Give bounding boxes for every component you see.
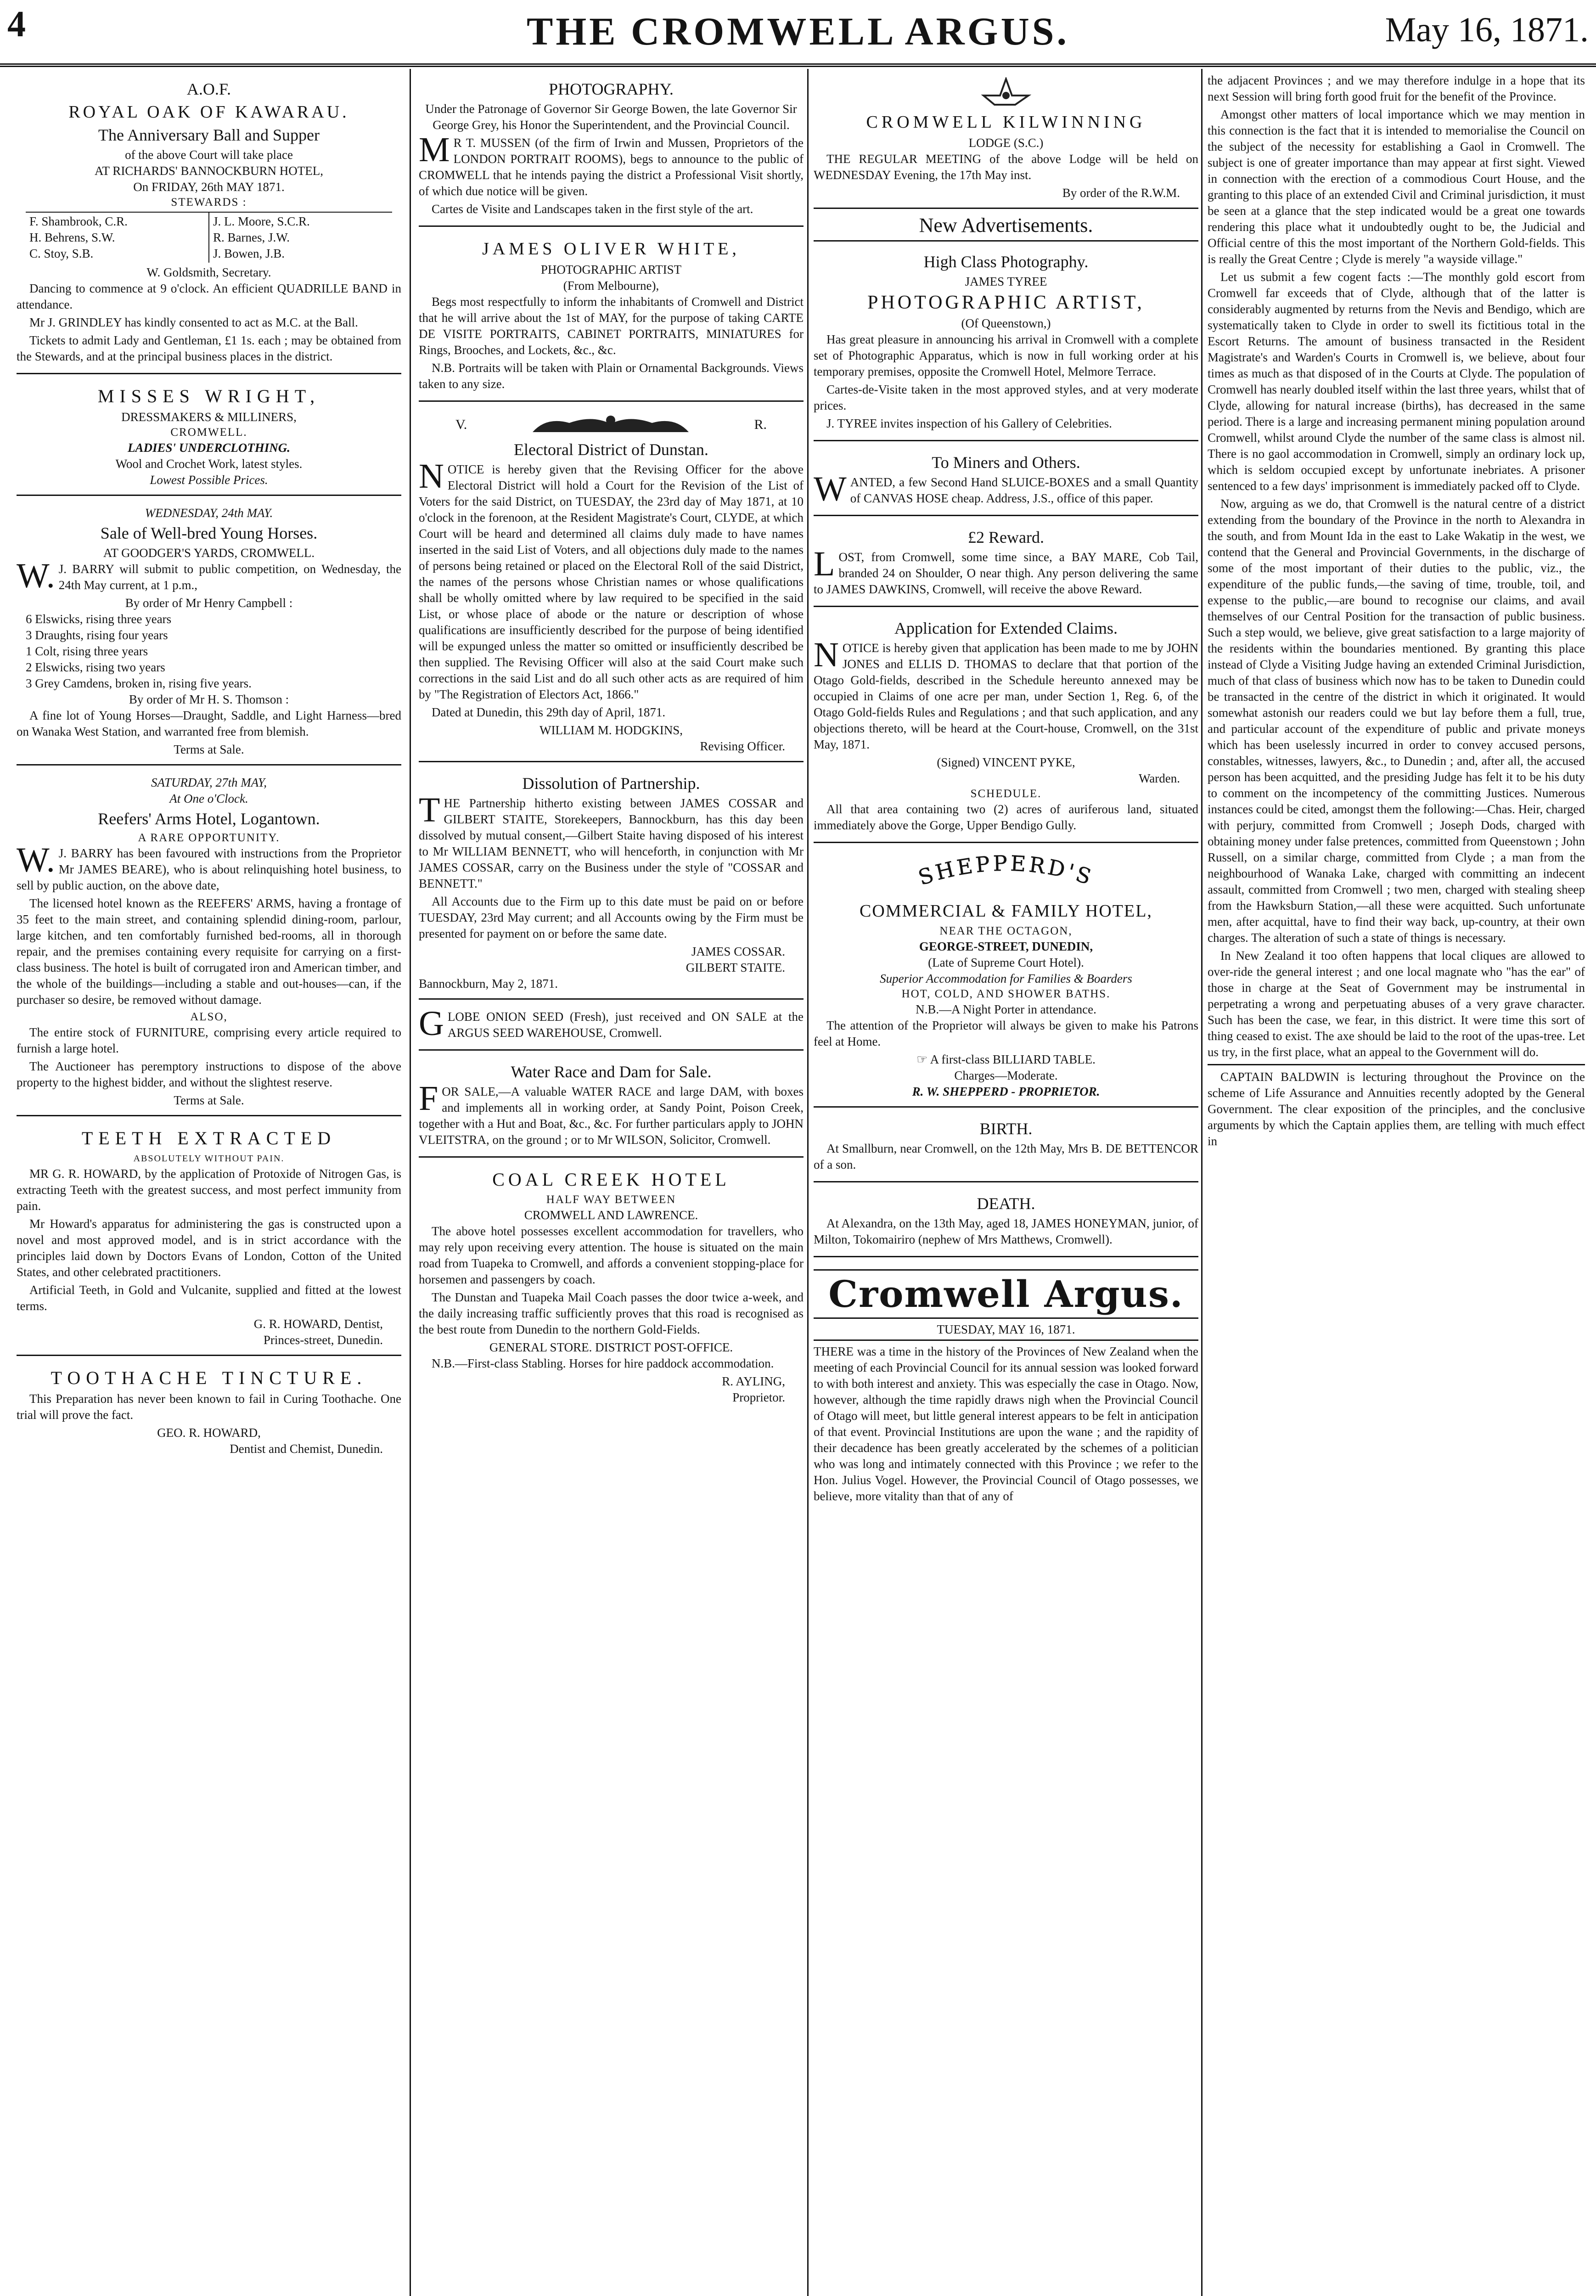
paragraph: LOST, from Cromwell, some time since, a BAY MARE, Cob Tail, branded 24 on Shoulder, O near thigh. Any person delivering the same to JAMES DAWKINS, Cromwell, will receive the above Reward. — [814, 545, 1198, 596]
death-title: DEATH. — [977, 1194, 1035, 1213]
list-item: 3 Draughts, rising four years — [26, 628, 168, 642]
dissolution-title: Dissolution of Partnership. — [522, 774, 700, 793]
misses-line: LADIES' UNDERCLOTHING. — [127, 441, 291, 455]
misses-line: CROMWELL. — [170, 426, 247, 439]
steward: F. Shambrook, C.R. — [29, 214, 128, 228]
teeth-subtitle: ABSOLUTELY WITHOUT PAIN. — [133, 1154, 285, 1164]
stewards-table — [26, 212, 392, 263]
white-line: PHOTOGRAPHIC ARTIST — [540, 263, 682, 276]
list-item: 1 Colt, rising three years — [26, 644, 148, 658]
shepperds-curved-title — [887, 852, 1125, 898]
horse-sale-title: Sale of Well-bred Young Horses. — [100, 524, 318, 542]
coal-line: HALF WAY BETWEEN — [546, 1193, 676, 1206]
paragraph: GLOBE ONION SEED (Fresh), just received and ON SALE at the ARGUS SEED WAREHOUSE, Cromwell. — [419, 1004, 804, 1043]
r-letter: R. — [754, 416, 767, 432]
paragraph: THERE was a time in the history of the Provinces of New Zealand when the meeting of each Provincial Council for its annual session was looked forward to with both interest and anxiety. This was especially the case in Otago. Now, however, although the time rapidly draws nigh when the Provincial Council of Otago will meet, but little general interest appears to be felt in anticipation of that event. Provincial Institutions are upon the wane ; and the rapidity of their decadence has been greatly accelerated by the schemes of a politician who was long and intimately connected with this Province ; we refer to the Hon. Julius Vogel. However, the Provincial Council of Otago possesses, we believe, more vitality than that of any of — [814, 1345, 1198, 1503]
paragraph: CAPTAIN BALDWIN is lecturing throughout the Province on the scheme of Life Assurance and Annuities recently adopted by the General Government. The clear exposition of the principles, and the conclusive arguments by which the Captain applies them, are telling with much effect in — [1208, 1070, 1585, 1148]
photography-title: PHOTOGRAPHY. — [549, 80, 674, 98]
toothache-tincture-ad — [17, 1361, 401, 1463]
paragraph: At Alexandra, on the 13th May, aged 18, JAMES HONEYMAN, junior, of Milton, Tokomairiro (nephew of Mrs Matthews, Cromwell). — [814, 1216, 1198, 1246]
signature: WILLIAM M. HODGKINS, — [539, 723, 683, 737]
signature: Proprietor. — [732, 1390, 785, 1404]
tyree-title: High Class Photography. — [923, 253, 1089, 271]
schedule-label: SCHEDULE. — [970, 788, 1042, 800]
paragraph: A fine lot of Young Horses—Draught, Saddle, and Light Harness—bred on Wanaka West Station, and warranted free from blemish. — [17, 709, 401, 738]
paragraph: Under the Patronage of Governor Sir George Bowen, the late Governor Sir George Grey, his Honor the Superintendent, and the Provincial Council. — [425, 102, 797, 132]
coal-creek-hotel-ad — [419, 1162, 804, 1412]
paragraph: The Auctioneer has peremptory instructions to dispose of the above property to the highest bidder, and without the slightest reserve. — [17, 1059, 401, 1089]
misses-line: Wool and Crochet Work, latest styles. — [115, 457, 303, 471]
paragraph: THE Partnership hitherto existing between JAMES COSSAR and GILBERT STAITE, Storekeepers, Bannockburn, has this day been dissolved by mutual consent,—Gilbert Staite having disposed of his interest to Mr WILLIAM BENNETT, who will henceforth, in conjunction with Mr JAMES COSSAR, carry on the Business under the style of "COSSAR and BENNETT." — [419, 791, 804, 890]
steward: R. Barnes, J.W. — [213, 231, 290, 244]
paragraph: Begs most respectfully to inform the inhabitants of Cromwell and District that he will arrive about the 1st of MAY, for the purpose of taking CARTE DE VISITE PORTRAITS, CABINET PORTRAITS, MINIATURES for Rings, Brooches, and Lockets, &c., &c. — [419, 295, 804, 357]
order-line: By order of Mr H. S. Thomson : — [129, 692, 289, 706]
paragraph: All Accounts due to the Firm up to this date must be paid on or before TUESDAY, 23rd May current; and all Accounts owing by the Firm must be presented for payment on or before the same date. — [419, 895, 804, 940]
misses-wright-ad — [17, 379, 401, 496]
paragraph: the adjacent Provinces ; and we may therefore indulge in a hope that its next Session will bring forth good fruit for the benefit of the Province. — [1208, 73, 1585, 103]
water-race-title: Water Race and Dam for Sale. — [511, 1063, 712, 1081]
reefers-arms-ad — [17, 770, 401, 1116]
terms: Terms at Sale. — [174, 1093, 244, 1107]
paragraph: NOTICE is hereby given that the Revising Officer for the above Electoral District will hold a Court for the Revision of the List of Voters for the said District, on TUESDAY, the 23rd day of May 1871, at 10 o'clock in the forenoon, at the Resident Magistrate's Court, CLYDE, at which Court will be heard and determined all claims duly made to have names inserted in the said List of Voters, and all objections duly made to the names of persons being retained or placed on the Electoral Roll of the said District, the names of the persons whose Christian names or whose qualifications shall be wholly omitted where by law required to be specified in the said List, or whose place of abode or the nature or description of whose qualifications are insufficiently described for the purpose of being identified will be expunged unless the matter so omitted or insufficiently described be then supplied. The Revising Officer will also at the said Court make such corrections in the said List and do all such other acts as are required of him by "The Registration of Electors Act, 1866." — [419, 457, 804, 701]
white-title: JAMES OLIVER WHITE, — [482, 239, 740, 259]
misses-line: DRESSMAKERS & MILLINERS, — [121, 410, 297, 424]
order-line: By order of Mr Henry Campbell : — [125, 596, 293, 610]
onion-seed-ad — [419, 1004, 804, 1051]
list-item: 6 Elswicks, rising three years — [26, 612, 172, 626]
tincture-title: TOOTHACHE TINCTURE. — [51, 1367, 367, 1388]
column-divider — [807, 69, 809, 2296]
masonic-star-icon — [981, 77, 1031, 109]
paragraph: N.B.—First-class Stabling. Horses for hire paddock accommodation. — [432, 1356, 774, 1370]
paragraph: Mr Howard's apparatus for administering the gas is constructed upon a novel and most approved model, and is in strict accordance with the principles laid down by Doctors Evans of London, Cotton of the United States, and other celebrated practitioners. — [17, 1217, 401, 1279]
signature: Dentist and Chemist, Dunedin. — [230, 1442, 383, 1456]
signature: Princes-street, Dunedin. — [263, 1333, 383, 1347]
reefers-title: Reefers' Arms Hotel, Logantown. — [98, 810, 320, 828]
paragraph: Has great pleasure in announcing his arrival in Cromwell with a complete set of Photographic Apparatus, which is now in full working order at his temporary premises, opposite the Cromwell Hotel, Melmore Terrace. — [814, 332, 1198, 378]
signature: By order of the R.W.M. — [1062, 186, 1180, 200]
lion-crest-icon — [528, 414, 693, 435]
paragraph: The attention of the Proprietor will always be given to make his Patrons feel at Home. — [814, 1019, 1198, 1048]
signature: G. R. HOWARD, Dentist, — [253, 1317, 383, 1331]
paragraph: FOR SALE,—A valuable WATER RACE and large DAM, with boxes and implements all in working order, at Sandy Point, Poison Creek, together with a Hut and Boat, &c., &c. For further particulars apply to JOHN VLEITSTRA, on the ground ; or to Mr WILSON, Solicitor, Cromwell. — [419, 1079, 804, 1147]
sale-time: At One o'Clock. — [169, 792, 248, 805]
paragraph: MR T. MUSSEN (of the firm of Irwin and Mussen, Proprietors of the LONDON PORTRAIT ROOMS), begs to announce to the public of CROMWELL that he intends paying the district a Professional Visit shortly, of which due notice will be given. — [419, 130, 804, 198]
paragraph: Amongst other matters of local importance which we may mention in this connection is the fact that it is intended to memorialise the Council on the subject of the necessity for establishing a Gaol in Cromwell. The subject is one of greater importance than may appear at first sight. Viewed in connection with the erection of a commodious Court House, and the granting to this place of an extended Civil and Criminal jurisdiction, it must be seen at a glance that the step indicated would be a great one towards rendering this place what it undoubtedly ought to be, the Judicial and Official centre of this the most important of the Northern Gold-fields. This is really the Great Centre ; Clyde is merely "a wayside village." — [1208, 107, 1585, 266]
shepperd-line: Superior Accommodation for Families & Boarders — [880, 972, 1132, 985]
lodge-subtitle: LODGE (S.C.) — [968, 136, 1044, 150]
steward: J. Bowen, J.B. — [213, 247, 285, 260]
signature: (Signed) VINCENT PYKE, — [937, 755, 1075, 769]
paragraph: WANTED, a few Second Hand SLUICE-BOXES and a small Quantity of CANVAS HOSE cheap. Address, J.S., office of this paper. — [814, 470, 1198, 508]
paragraph: Artificial Teeth, in Gold and Vulcanite, supplied and fitted at the lowest terms. — [17, 1283, 401, 1313]
also-label: ALSO, — [190, 1011, 228, 1023]
signature: Revising Officer. — [700, 739, 785, 753]
svg-text:SHEPPERD'S — [915, 852, 1096, 890]
photography-ad — [419, 73, 804, 227]
steward: H. Behrens, S.W. — [29, 231, 115, 244]
paragraph: MR G. R. HOWARD, by the application of Protoxide of Nitrogen Gas, is extracting Teeth with the greatest success, and most perfect immunity from pain. — [17, 1167, 401, 1213]
paragraph: This Preparation has never been known to fail in Curing Toothache. One trial will prove the fact. — [17, 1392, 401, 1422]
shepperd-line: NEAR THE OCTAGON, — [939, 925, 1073, 937]
column-2 — [419, 73, 804, 2296]
aof-line: of the above Court will take place — [125, 148, 293, 162]
reefers-subtitle: A RARE OPPORTUNITY. — [138, 832, 280, 844]
paragraph: Cartes de Visite and Landscapes taken in the first style of the art. — [432, 202, 753, 216]
paragraph: The licensed hotel known as the REEFERS' ARMS, having a frontage of 35 feet to the main street, and containing splendid dining-room, parlour, large kitchen, and ten comfortably furnished bed-rooms, all in thorough repair, and the premises containing every requisite for carrying on a first-class business. The hotel is built of corrugated iron and American timber, and the whole of the buildings—including a stable and out-houses—can, if the purchaser so desire, be removed without damage. — [17, 896, 401, 1007]
lodge-title: CROMWELL KILWINNING — [866, 113, 1146, 132]
paragraph: The entire stock of FURNITURE, comprising every article required to furnish a large hotel. — [17, 1025, 401, 1055]
steward: J. L. Moore, S.C.R. — [213, 214, 310, 228]
water-race-ad — [419, 1055, 804, 1158]
white-line: (From Melbourne), — [563, 279, 659, 293]
paragraph: N.B. Portraits will be taken with Plain or Ornamental Backgrounds. Views taken to any size. — [419, 361, 804, 391]
v-letter: V. — [455, 416, 467, 432]
pointing-hand-icon: ☞ — [916, 1052, 930, 1066]
signature: JAMES COSSAR. — [691, 945, 785, 958]
editorial — [814, 1262, 1198, 1513]
billiard-text: A first-class BILLIARD TABLE. — [930, 1052, 1096, 1066]
paragraph: The Dunstan and Tuapeka Mail Coach passes the door twice a-week, and the daily increasing traffic sufficiently proves that this road is recognised as the best route from Dunedin to the northern Gold-Fields. — [419, 1290, 804, 1336]
lodge-notice — [814, 73, 1198, 209]
horse-sale-location: AT GOODGER'S YARDS, CROMWELL. — [103, 546, 315, 560]
miners-title: To Miners and Others. — [932, 453, 1080, 472]
list-item: 2 Elswicks, rising two years — [26, 660, 165, 674]
section-rule — [1208, 1064, 1585, 1065]
claims-notice — [814, 612, 1198, 843]
tyree-photographer-ad — [814, 245, 1198, 441]
shepperds-curved-text: SHEPPERD'S — [915, 852, 1097, 890]
aof-subtitle: The Anniversary Ball and Supper — [98, 126, 320, 144]
teeth-title: TEETH EXTRACTED — [81, 1128, 337, 1148]
shepperd-line: N.B.—A Night Porter in attendance. — [916, 1002, 1096, 1016]
miners-ad — [814, 446, 1198, 516]
tyree-line: (Of Queenstown,) — [961, 316, 1051, 330]
argus-title: Cromwell Argus. — [814, 1269, 1198, 1319]
terms: Terms at Sale. — [174, 743, 244, 756]
signature: Warden. — [1138, 771, 1180, 785]
paragraph: J. TYREE invites inspection of his Gallery of Celebrities. — [826, 416, 1112, 430]
claims-title: Application for Extended Claims. — [894, 619, 1118, 637]
new-advertisements-heading: New Advertisements. — [814, 214, 1198, 242]
list-item: 3 Grey Camdens, broken in, rising five years. — [26, 676, 252, 690]
royal-arms — [419, 411, 804, 438]
page-number: 4 — [7, 4, 26, 45]
paragraph: NOTICE is hereby given that application has been made to me by JOHN JONES and ELLIS D. THOMAS to declare that that portion of the Otago Gold-fields, described in the Schedule hereunto annexed may be occupied in Claims of one acre per man, under Section 1, Reg. 6, of the Otago Gold-fields Rules and Regulations ; and that such application, and any objections thereto, will be heard at the Court-house, Cromwell, on the 31st May, 1871. — [814, 636, 1198, 751]
aof-ball-ad — [17, 73, 401, 374]
paragraph: Mr J. GRINDLEY has kindly consented to act as M.C. at the Ball. — [29, 315, 358, 329]
dissolution-date: Bannockburn, May 2, 1871. — [419, 977, 558, 990]
paragraph: Cartes-de-Visite taken in the most approved styles, and at very moderate prices. — [814, 383, 1198, 412]
shepperd-line: GEORGE-STREET, DUNEDIN, — [919, 940, 1093, 953]
teeth-ad — [17, 1121, 401, 1356]
signature: R. AYLING, — [722, 1374, 785, 1388]
masthead — [0, 0, 1596, 69]
tyree-name: JAMES TYREE — [965, 275, 1047, 288]
column-1 — [17, 73, 401, 2296]
paragraph: The above hotel possesses excellent accommodation for travellers, who may rely upon receiving every attention. The house is situated on the main road from Tuapeka to Cromwell, and affords a convenient stopping-place for horsemen and passengers by coach. — [419, 1224, 804, 1286]
dissolution-notice — [419, 767, 804, 1000]
tyree-heading: PHOTOGRAPHIC ARTIST, — [867, 292, 1145, 313]
editorial-date: TUESDAY, MAY 16, 1871. — [814, 1322, 1198, 1341]
aof-title: ROYAL OAK OF KAWARAU. — [68, 102, 349, 122]
shepperd-title: COMMERCIAL & FAMILY HOTEL, — [860, 901, 1152, 921]
paragraph: Dancing to commence at 9 o'clock. An efficient QUADRILLE BAND in attendance. — [17, 281, 401, 311]
aof-badge: A.O.F. — [186, 80, 231, 98]
misses-title: MISSES WRIGHT, — [97, 386, 320, 406]
paragraph: All that area containing two (2) acres of auriferous land, situated immediately above the Gorge, Upper Bendigo Gully. — [814, 802, 1198, 832]
column-4 — [1208, 73, 1585, 2296]
issue-date: May 16, 1871. — [1385, 11, 1589, 49]
paragraph: W.J. BARRY has been favoured with instructions from the Proprietor Mr JAMES BEARE), who is about relinquishing hotel business, to sell by public auction, on the above date, — [17, 841, 401, 892]
shepperd-line: HOT, COLD, AND SHOWER BATHS. — [901, 988, 1111, 1000]
column-divider — [1201, 69, 1203, 2296]
coal-line: GENERAL STORE. DISTRICT POST-OFFICE. — [489, 1340, 733, 1354]
paragraph: THE REGULAR MEETING of the above Lodge will be held on WEDNESDAY Evening, the 17th May inst. — [814, 152, 1198, 182]
paragraph: Tickets to admit Lady and Gentleman, £1 1s. each ; may be obtained from the Stewards, and at the principal business places in the district. — [17, 333, 401, 363]
electoral-title: Electoral District of Dunstan. — [514, 440, 708, 459]
column-3 — [814, 73, 1198, 2296]
birth-notice — [814, 1112, 1198, 1182]
horse-sale-ad — [17, 501, 401, 765]
shepperd-line: (Late of Supreme Court Hotel). — [928, 956, 1084, 969]
shepperd-hotel-ad — [814, 848, 1198, 1108]
coal-creek-title: COAL CREEK HOTEL — [492, 1169, 730, 1190]
stewards-label: STEWARDS : — [171, 196, 247, 208]
paragraph: Now, arguing as we do, that Cromwell is the natural centre of a district extending from the boundary of the Province in the north to Alexandra in the south, and from Mount Ida in the east to Lake Wakatip in the west, we contend that the General and Provincial Governments, in the discharge of some of the most important of their duties to the public, viz., the expenditure of the public funds,—the saving of time, trouble, toil, and expense to the public,—are bound to recognise our claims, and avail themselves of our Central Position for the transaction of public business. Such a step would, we believe, give great satisfaction to a large majority of the residents within the boundaries mentioned. By granting this place instead of Clyde a Visiting Judge having an extended Criminal Jurisdiction, much of that class of business which now has to be taken to Dunedin could be transacted in the centre of the district in which it originated. It would somewhat astonish our readers could we but lay before them a full, true, and particular account of the expenditure of public and private moneys which has been uselessly incurred in order to convey accused persons, constables, witnesses, lawyers, &c., to Dunedin ; and, after all, the accused person has been acquitted, and the presiding Judge has felt it to be his duty to comment on the incompetency of the committing Justices. Numerous instances could be cited, amongst them the following:—Chas. Heir, charged with perjury, committed from Cromwell ; Joseph Dods, charged with obtaining money under false pretences, committed from Queenstown ; John Russell, on a similar charge, committed from Clyde ; a man from the neighbourhood of Wanaka Lake, charged with committing an indecent assault, committed from Cromwell ; two men, charged with stealing sheep from the Hawksburn Station,—all these were acquitted. Such unfortunate men, after acquittal, have to find their way back, up-country, at their own charges. The alteration of such a state of things is necessary. — [1208, 497, 1585, 945]
sale-date: SATURDAY, 27th MAY, — [151, 776, 267, 789]
paragraph: W.J. BARRY will submit to public competition, on Wednesday, the 24th May current, at 1 p.m., — [17, 557, 401, 595]
paragraph: Let us submit a few cogent facts :—The monthly gold escort from Cromwell far exceeds that of Clyde, although that of the latter is considerably augmented by returns from the Nevis and Bendigo, which are systematically taken to Clyde in order to swell its fictitious total in the Escort Returns. The amount of business transacted in the Resident Magistrate's and Warden's Courts in Cromwell is, we believe, about four times as much as that disposed of in the Courts at Clyde. The population of Cromwell has nearly doubled itself within the last three years, whilst that of Clyde, allowing for natural increase (births), has decreased in the same period. There is a large and increasing permanent mining population around Cromwell, whilst around Clyde the number of the same class is almost nil. There is no gaol accommodation in Cromwell, simply an ordinary lock up, which is seldom occupied except by unfortunate inebriates. A prisoner sentenced to a few days' imprisonment is immediately packed off to Clyde. — [1208, 270, 1585, 493]
aof-line: AT RICHARDS' BANNOCKBURN HOTEL, — [95, 164, 323, 178]
signature: R. W. SHEPPERD - PROPRIETOR. — [912, 1085, 1100, 1098]
death-notice — [814, 1187, 1198, 1257]
secretary: W. Goldsmith, Secretary. — [146, 265, 271, 279]
reward-title: £2 Reward. — [968, 528, 1044, 546]
stewards-left — [26, 213, 209, 263]
aof-line: On FRIDAY, 26th MAY 1871. — [133, 180, 285, 194]
steward: C. Stoy, S.B. — [29, 247, 94, 260]
shepperd-line — [814, 1052, 1198, 1068]
newspaper-title: THE CROMWELL ARGUS. — [526, 9, 1070, 53]
electoral-notice — [419, 406, 804, 762]
misses-line: Lowest Possible Prices. — [150, 473, 268, 487]
signature: GEO. R. HOWARD, — [157, 1426, 261, 1440]
stewards-right — [209, 213, 392, 263]
reward-ad — [814, 521, 1198, 607]
column-divider — [410, 69, 411, 2296]
paragraph: In New Zealand it too often happens that local cliques are allowed to over-ride the general interest ; and one local magnate who "has the ear" of those in charge at the Seat of Government may be instrumental in perpetrating a wrong and perpetuating abuses of a very grave character. Such has been the case, we fear, in this district. It were time this sort of thing ceased to exist. The axe should be laid to the root of the upas-tree. Let us try, in the first place, what an appeal to the Government will do. — [1208, 949, 1585, 1059]
signature: GILBERT STAITE. — [686, 961, 785, 974]
white-photographer-ad — [419, 231, 804, 402]
birth-title: BIRTH. — [979, 1120, 1033, 1138]
paragraph: At Smallburn, near Cromwell, on the 12th May, Mrs B. DE BETTENCOR of a son. — [814, 1142, 1198, 1171]
sale-date: WEDNESDAY, 24th MAY. — [145, 506, 273, 520]
shepperd-line: Charges—Moderate. — [954, 1069, 1058, 1082]
paragraph: Dated at Dunedin, this 29th day of April, 1871. — [432, 705, 666, 719]
masthead-rule — [0, 63, 1596, 67]
coal-line: CROMWELL AND LAWRENCE. — [524, 1208, 698, 1222]
